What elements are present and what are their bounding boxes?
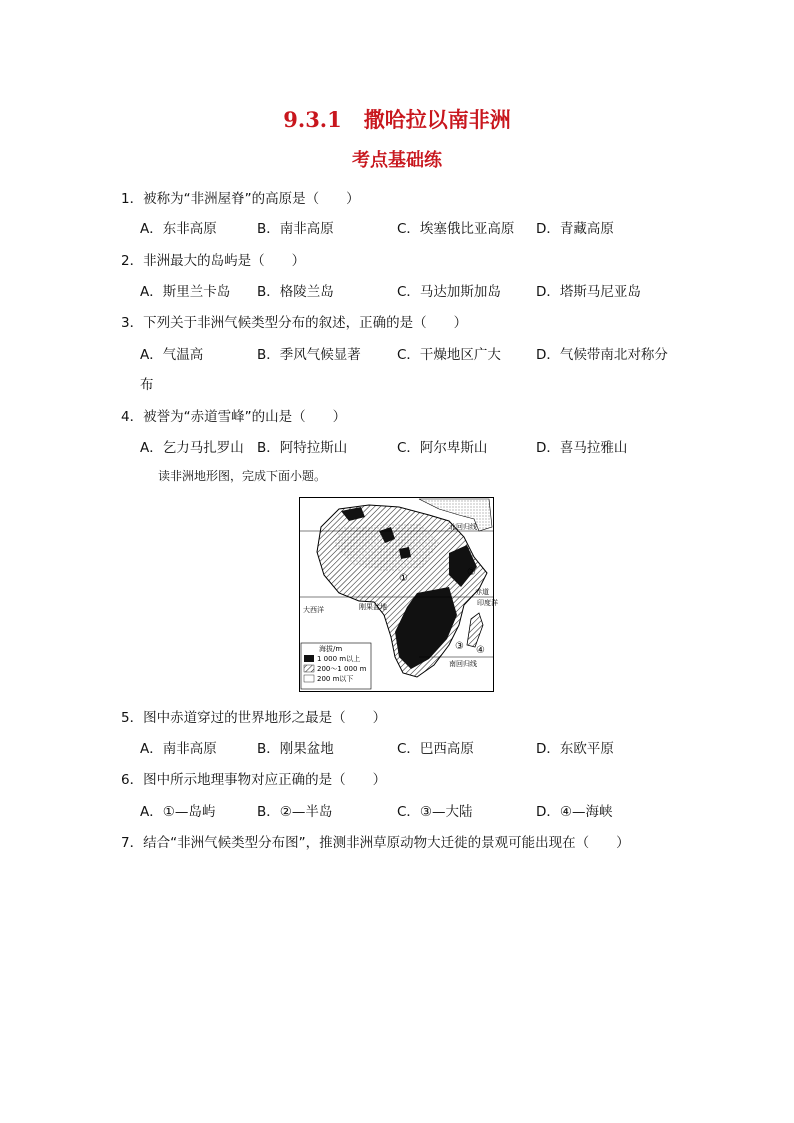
page-title (0, 104, 794, 134)
label-atlantic: 大西洋 (303, 606, 324, 614)
q1-option-d[interactable]: D．青藏高原 (536, 221, 614, 237)
question-5: 5．图中赤道穿过的世界地形之最是（ ） (121, 710, 387, 726)
tibesti-highland (399, 547, 411, 559)
q3-option-d-wrap: 布 (140, 377, 154, 393)
section-title: 撒哈拉以南非洲 (363, 107, 511, 132)
legend-swatch-mid (304, 665, 314, 672)
page-subtitle: 考点基础练 (352, 150, 442, 171)
q2-option-b[interactable]: B．格陵兰岛 (257, 284, 334, 300)
q6-option-a[interactable]: A．①—岛屿 (140, 804, 216, 820)
africa-relief-map (299, 497, 498, 692)
question-3: 3．下列关于非洲气候类型分布的叙述，正确的是（ ） (121, 315, 468, 331)
q5-option-a[interactable]: A．南非高原 (140, 741, 217, 757)
q4-option-b[interactable]: B．阿特拉斯山 (257, 440, 348, 456)
legend-swatch-low (304, 675, 314, 682)
label-equator: 赤道 (475, 588, 489, 596)
marker-2: ② (467, 567, 476, 578)
q5-option-d[interactable]: D．东欧平原 (536, 741, 614, 757)
marker-1: ① (399, 573, 408, 584)
q3-option-d[interactable]: D．气候带南北对称分 (536, 347, 668, 363)
q3-option-c[interactable]: C．干燥地区广大 (397, 347, 501, 363)
q1-option-c[interactable]: C．埃塞俄比亚高原 (397, 221, 515, 237)
q1-option-b[interactable]: B．南非高原 (257, 221, 334, 237)
q5-option-c[interactable]: C．巴西高原 (397, 741, 474, 757)
label-tropic-south: 南回归线 (449, 660, 477, 668)
label-congo-basin: 刚果盆地 (359, 603, 387, 611)
legend-item-low: 200 m以下 (317, 675, 354, 683)
label-tropic-north: 北回归线 (449, 523, 477, 531)
q6-option-c[interactable]: C．③—大陆 (397, 804, 473, 820)
q3-option-b[interactable]: B．季风气候显著 (257, 347, 361, 363)
q6-option-d[interactable]: D．④—海峡 (536, 804, 613, 820)
legend-item-high: 1 000 m以上 (317, 655, 361, 663)
question-1: 1．被称为“非洲屋脊”的高原是（ ） (121, 191, 360, 207)
map-intro: 读非洲地形图，完成下面小题。 (158, 469, 327, 483)
q4-option-a[interactable]: A．乞力马扎罗山 (140, 440, 244, 456)
q2-option-d[interactable]: D．塔斯马尼亚岛 (536, 284, 641, 300)
question-2: 2．非洲最大的岛屿是（ ） (121, 253, 306, 269)
q3-option-a[interactable]: A．气温高 (140, 347, 204, 363)
q1-option-a[interactable]: A．东非高原 (140, 221, 217, 237)
question-4: 4．被誉为“赤道雪峰”的山是（ ） (121, 409, 347, 425)
marker-4: ④ (476, 645, 485, 656)
legend-item-mid: 200～1 000 m (317, 665, 367, 673)
marker-3: ③ (455, 641, 464, 652)
q5-option-b[interactable]: B．刚果盆地 (257, 741, 334, 757)
q4-option-d[interactable]: D．喜马拉雅山 (536, 440, 628, 456)
q4-option-c[interactable]: C．阿尔卑斯山 (397, 440, 488, 456)
label-indian-ocean: 印度洋 (477, 599, 498, 607)
section-number: 9.3.1 (283, 107, 342, 132)
map-legend (301, 643, 371, 689)
legend-title: 海拔/m (319, 645, 343, 653)
question-7: 7．结合“非洲气候类型分布图”，推测非洲草原动物大迁徙的景观可能出现在（ ） (121, 835, 630, 851)
question-6: 6．图中所示地理事物对应正确的是（ ） (121, 772, 387, 788)
q2-option-a[interactable]: A．斯里兰卡岛 (140, 284, 231, 300)
q6-option-b[interactable]: B．②—半岛 (257, 804, 333, 820)
q2-option-c[interactable]: C．马达加斯加岛 (397, 284, 501, 300)
legend-swatch-high (304, 655, 314, 662)
